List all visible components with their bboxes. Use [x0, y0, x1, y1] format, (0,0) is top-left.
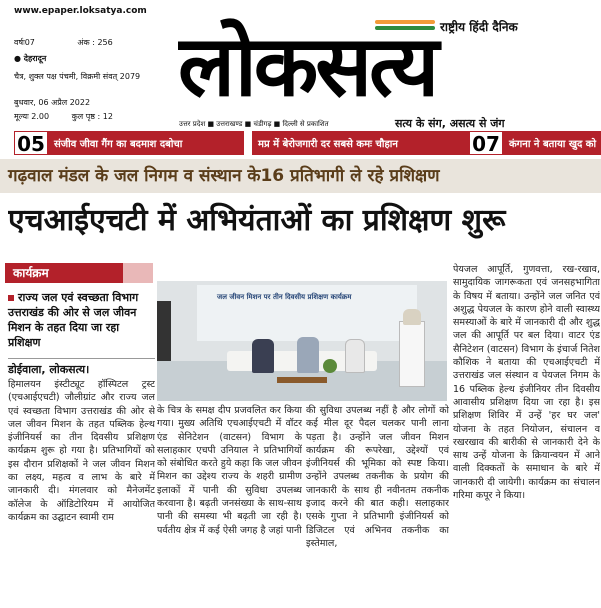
ticker-item[interactable]: मप्र में बेरोजगारी दर सबसे कमः चौहान: [258, 139, 398, 150]
article-column-4: पेयजल आपूर्ति, गुणवत्ता, रख-रखाव, सामुदायिक जागरूकता एवं जनसहभागिता के विषय में बताया। उन्होंने जल जनित एवं अशुद्ध पेयजल के कारण होने वाली स्वास्थ्य समस्याओं के बारे में जानकारी दी और शुद्ध जल की आपूर्ति पर बल दिया। वाटर एंड सैनिटेशन (वाटसन) विभाग के इंचार्ज नितेश कौशिक ने बताया की एचआईएचटी में उत्तराखंड जल संस्थान व पेयजल निगम के 16 पब्लिक हेल्थ इंजीनियर तीन दिवसीय आवासीय प्रशिक्षण दिया जा रहा है। इस प्रशिक्षण शिविर में उन्हें 'हर घर जल' योजना के तहत नियोजन, संचालन व रखरखाव की बारीकी से जानकारी देने के साथ उन्हें योजना के क्रियान्वयन में आने वाली दिक्कतों के समाधान के बारे में जानकारी दी जायेगी। कार्यक्रम का संचालन गरिमा कपूर ने किया।: [453, 264, 600, 502]
bullet-icon: [8, 295, 14, 301]
ticker-item[interactable]: संजीव जीवा गैंग का बदमाश दबोचा: [54, 139, 183, 150]
issue-info: [14, 37, 113, 48]
person-figure: [252, 339, 274, 373]
person-figure: [345, 339, 365, 373]
person-figure: [297, 337, 319, 373]
price-pages: [14, 111, 113, 122]
hindu-calendar: चैत्र, शुक्ल पक्ष पंचमी, विक्रमी संवत् 2079: [14, 72, 141, 81]
newspaper-motto: सत्य के संग, असत्य से जंग: [395, 117, 505, 130]
price: मूल्यः 2.00: [14, 112, 50, 121]
article-summary: [8, 290, 155, 350]
article-column-1: हिमालयन इंस्टीट्यूट हॉस्पिटल ट्रस्ट (एचआईएचटी) जौलीग्रांट और राज्य जल एवं स्वच्छता विभाग उत्तराखंड की ओर से जल जीवन मिशन के तहत पब्लिक हेल्थ इंजीनियर्स का तीन दिवसीय प्रशिक्षण कार्यक्रम शुरू हो गया है। प्रतिभागियों को इस दौरान प्रशिक्षकों ने जल जीवन मिशन का लक्ष्य, महत्व व लाभ के बारे में जानकारी दी। मंगलवार को मैनेजमेंट कॉलेज के ऑडिटोरियम में आयोजित कार्यक्रम का उद्घाटन स्वामी राम: [8, 379, 155, 523]
headline-ticker: [14, 131, 601, 155]
ticker-divider: [244, 131, 252, 155]
city-label: ● देहरादून: [14, 54, 47, 63]
plant-decoration: [323, 359, 337, 373]
article-column-2: के चित्र के समक्ष दीप प्रजवलित कर किया गया। मुख्य अतिथि एचआईएचटी में वॉटर एंड सेनिटेशन (वाटसन) विभाग के सलाहकार एचपी उनियाल ने प्रतिभागियों को संबोधित करते हुये कहा कि जल जीवन मिशन का उद्देश्य राज्य के शहरी ग्रामीण इलाकों में पानी की सुविधा उपलब्ध करवाना है। बढ़ती जनसंख्या के साथ-साथ पानी की समस्या भी बढ़ती जा रही है। पर्वतीय क्षेत्र में कई ऐसी जगह है जहां पानी: [157, 405, 302, 536]
section-tag: [5, 263, 153, 283]
publication-date: बुधवार, 06 अप्रैल 2022: [14, 98, 91, 107]
ticker-item[interactable]: कंगना ने बताया खुद को: [509, 139, 597, 150]
podium: [399, 321, 425, 387]
camera-figure: [157, 301, 171, 361]
article-column-3: की सुविधा उपलब्ध नहीं है और लोगों को कई मील दूर पैदल चलकर पानी लाना पड़ता है। उन्होंने जल जीवन मिशन कार्यक्रम की रूपरेखा, उद्देश्यों एवं इंजीनियर्स की भूमिका को स्पष्ट किया। उन्होंने उपलब्ध तकनीक के प्रयोग की जानकारी के साथ ही नवीनतम तकनीक इजाद करने की बात कही। सलाहकार एसके गुप्ता ने प्रतिभागी इंजीनियर्स को डिजिटल एवं अभिनव तकनीक का इस्तेमाल,: [306, 405, 449, 549]
center-table: [277, 377, 327, 383]
page-count: कुल पृष्ठ : 12: [71, 112, 113, 121]
issue-number: अंक : 256: [77, 38, 113, 47]
epaper-url[interactable]: www.epaper.loksatya.com: [14, 6, 147, 16]
article-headline: एचआईएचटी में अभियंताओं का प्रशिक्षण शुरू: [8, 203, 506, 238]
arrow-decoration-icon: [123, 263, 153, 283]
ticker-page-number: 07: [469, 131, 503, 155]
ticker-page-number: 05: [14, 131, 48, 155]
editions-line: उत्तर प्रदेश ■ उत्तराखण्ड ■ चंडीगढ़ ■ दिल्ली से प्रकाशित: [179, 120, 329, 128]
masthead: [0, 0, 601, 130]
article-dateline: डोईवाला, लोकसत्य।: [8, 358, 155, 377]
article-kicker: गढ़वाल मंडल के जल निगम व संस्थान के16 प्रतिभागी ले रहे प्रशिक्षण: [0, 159, 601, 193]
event-banner-title: जल जीवन मिशन पर तीन दिवसीय प्रशिक्षण कार्यक्रम: [217, 293, 352, 301]
section-label: कार्यक्रम: [13, 266, 49, 280]
summary-text: राज्य जल एवं स्वच्छता विभाग उत्तराखंड की ओर से जल जीवन मिशन के तहत दिया जा रहा प्रशिक्षण: [8, 291, 139, 349]
newspaper-tagline: राष्ट्रीय हिंदी दैनिक: [440, 20, 518, 34]
article-photo: [157, 281, 447, 401]
speaker-figure: [403, 309, 421, 325]
year-label: वर्षः07: [14, 38, 35, 47]
newspaper-logo: लोकसत्य: [178, 18, 437, 114]
